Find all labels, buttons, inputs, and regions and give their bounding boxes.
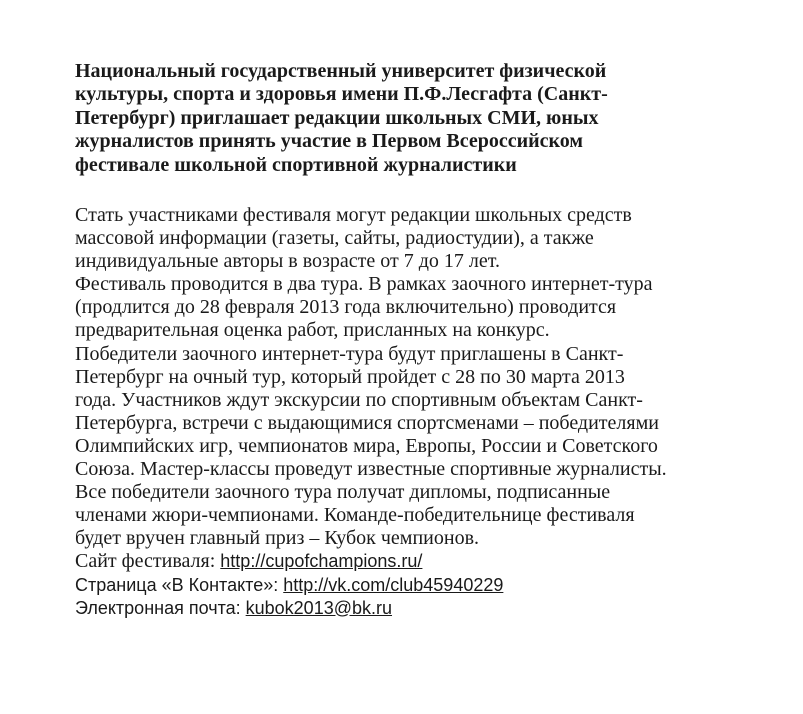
vk-page-link[interactable]: http://vk.com/club45940229: [283, 574, 504, 595]
body-line: предварительная оценка работ, присланных на конкурс.: [75, 319, 550, 342]
heading-line: Национальный государственный университет физической: [75, 60, 607, 82]
heading-line: журналистов принять участие в Первом Всероссийском: [75, 130, 584, 153]
heading-line: культуры, спорта и здоровья имени П.Ф.Лесгафта (Санкт-: [75, 83, 608, 106]
body-line: Петербурга, встречи с выдающимися спортсменами – победителями: [75, 411, 659, 434]
email-link[interactable]: kubok2013@bk.ru: [245, 597, 393, 618]
body-line: индивидуальные авторы в возрасте от 7 до 17 лет.: [75, 250, 501, 273]
contact-vk: [75, 574, 775, 597]
contact-email: [75, 597, 775, 620]
heading-line: фестивале школьной спортивной журналистики: [75, 153, 517, 176]
festival-site-link[interactable]: http://cupofchampions.ru/: [220, 551, 423, 572]
body-line: Фестиваль проводится в два тура. В рамках заочного интернет-тура: [75, 273, 653, 296]
body-line: Все победители заочного тура получат дипломы, подписанные: [75, 481, 611, 504]
body-line: Союза. Мастер-классы проведут известные спортивные журналисты.: [75, 458, 667, 481]
body-line: Олимпийских игр, чемпионатов мира, Европы, России и Советского: [75, 434, 658, 457]
body-line: Петербург на очный тур, который пройдет с 28 по 30 марта 2013: [75, 365, 625, 388]
heading-line: Петербург) приглашает редакции школьных СМИ, юных: [75, 106, 599, 129]
contact-site-label: Сайт фестиваля:: [75, 550, 221, 573]
contact-site: [75, 550, 775, 573]
body-line: массовой информации (газеты, сайты, радиостудии), а также: [75, 227, 594, 250]
body-line: Стать участниками фестиваля могут редакции школьных средств: [75, 204, 632, 226]
contact-vk-label: Страница «В Контакте»:: [75, 574, 284, 595]
contact-email-label: Электронная почта:: [75, 597, 246, 618]
document-heading: [75, 60, 755, 177]
body-line: членами жюри-чемпионами. Команде-победительнице фестиваля: [75, 504, 635, 527]
body-line: Победители заочного интернет-тура будут приглашены в Санкт-: [75, 342, 624, 365]
body-line: будет вручен главный приз – Кубок чемпионов.: [75, 527, 480, 550]
body-line: года. Участников ждут экскурсии по спортивным объектам Санкт-: [75, 388, 643, 411]
body-line: (продлится до 28 февраля 2013 года включительно) проводится: [75, 296, 617, 319]
document-body: [75, 204, 775, 620]
